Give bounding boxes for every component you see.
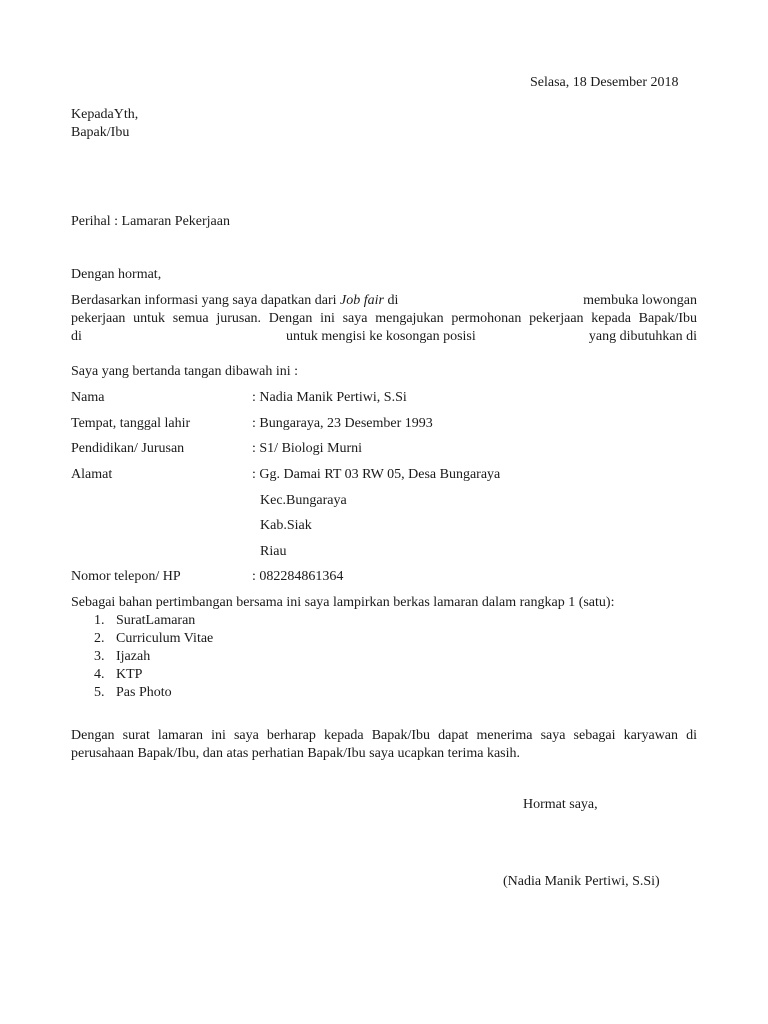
list-item (94, 666, 142, 684)
closing-line-2: perusahaan Bapak/Ibu, dan atas perhatian Bapak/Ibu saya ucapkan terima kasih. (71, 746, 520, 761)
job-fair-text: Job fair (340, 293, 384, 308)
address-line: Riau (260, 544, 287, 559)
intro-text: di (383, 293, 399, 308)
field-label: Pendidikan/ Jurusan (71, 441, 185, 456)
intro-line-1 (71, 292, 697, 310)
list-number: 2. (94, 631, 105, 646)
list-item (94, 648, 150, 666)
list-item (94, 612, 195, 630)
intro-text: membuka lowongan (583, 293, 697, 308)
closing-line-1: Dengan surat lamaran ini saya berharap kepada Bapak/Ibu dapat menerima saya sebagai karyawan di (71, 728, 697, 743)
field-value: : Bungaraya, 23 Desember 1993 (252, 416, 433, 431)
list-number: 1. (94, 613, 105, 628)
list-item (94, 684, 172, 702)
letter-greeting: Dengan hormat, (71, 267, 162, 282)
field-value: : Gg. Damai RT 03 RW 05, Desa Bungaraya (252, 467, 501, 482)
intro-text: di (71, 329, 82, 344)
letter-subject: Perihal : Lamaran Pekerjaan (71, 214, 230, 229)
list-text: KTP (116, 667, 143, 682)
address-line: Kab.Siak (260, 518, 312, 533)
field-value: : S1/ Biologi Murni (252, 441, 363, 456)
field-label: Nomor telepon/ HP (71, 569, 181, 584)
field-label: Alamat (71, 467, 113, 482)
field-value: : Nadia Manik Pertiwi, S.Si (252, 390, 407, 405)
recipient-line-2: Bapak/Ibu (71, 125, 130, 140)
list-item (94, 630, 213, 648)
recipient-line-1: KepadaYth, (71, 107, 139, 122)
intro-text: untuk mengisi ke kosongan posisi (286, 329, 476, 344)
intro-line-2: pekerjaan untuk semua jurusan. Dengan ini saya mengajukan permohonan pekerjaan kepada Bapak/Ibu (71, 311, 697, 326)
list-number: 5. (94, 685, 105, 700)
list-text: Pas Photo (116, 685, 172, 700)
letter-date: Selasa, 18 Desember 2018 (530, 75, 679, 90)
sign-off: Hormat saya, (523, 797, 598, 812)
field-label: Nama (71, 390, 105, 405)
intro-line-3 (71, 328, 697, 346)
list-text: SuratLamaran (116, 613, 196, 628)
field-value: : 082284861364 (252, 569, 344, 584)
list-number: 4. (94, 667, 105, 682)
undersigned-intro: Saya yang bertanda tangan dibawah ini : (71, 364, 299, 379)
list-text: Ijazah (116, 649, 151, 664)
address-line: Kec.Bungaraya (260, 493, 347, 508)
intro-text: Berdasarkan informasi yang saya dapatkan dari (71, 293, 341, 308)
signature-name: (Nadia Manik Pertiwi, S.Si) (503, 874, 660, 889)
list-number: 3. (94, 649, 105, 664)
field-label: Tempat, tanggal lahir (71, 416, 191, 431)
intro-text: yang dibutuhkan di (588, 329, 697, 344)
list-text: Curriculum Vitae (116, 631, 214, 646)
attachments-intro: Sebagai bahan pertimbangan bersama ini saya lampirkan berkas lamaran dalam rangkap 1 (satu): (71, 595, 615, 610)
